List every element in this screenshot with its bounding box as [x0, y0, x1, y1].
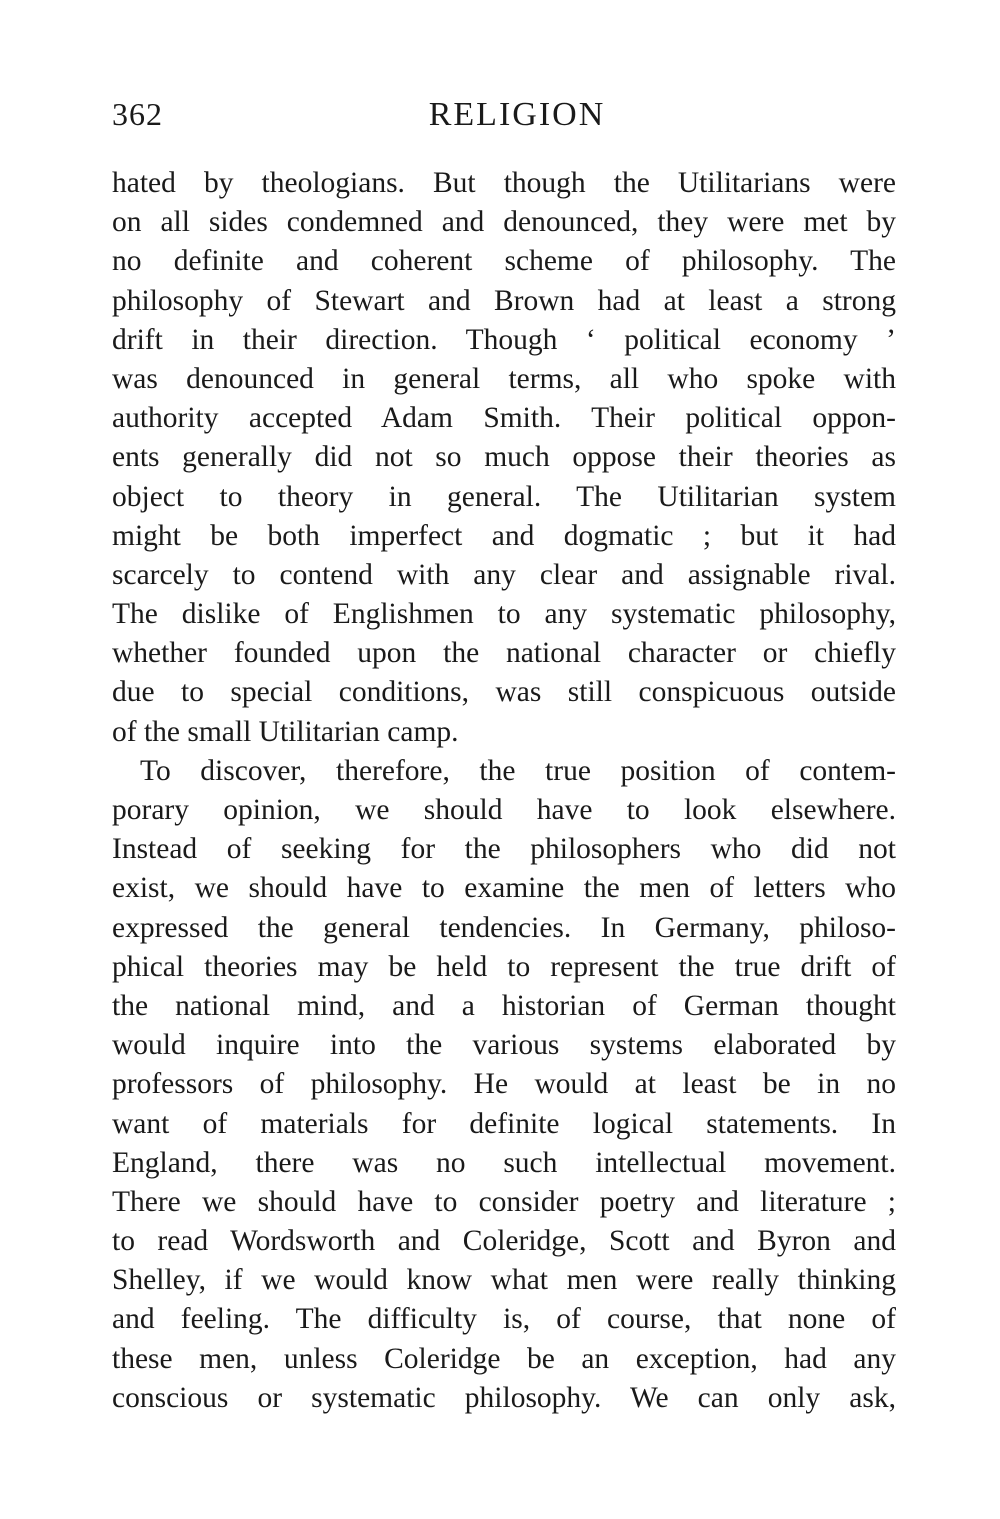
text-line: hated by theologians. But though the Utilitarians were	[112, 167, 896, 199]
paragraph-2	[112, 752, 896, 1418]
text-line: phical theories may be held to represent the true drift of	[112, 950, 896, 983]
page-number: 362	[112, 96, 163, 132]
text-line: exist, we should have to examine the men of letters who	[112, 872, 896, 905]
text-line: conscious or systematic philosophy. We can only ask,	[112, 1381, 896, 1414]
text-line: to read Wordsworth and Coleridge, Scott and Byron and	[112, 1225, 896, 1258]
text-line: no definite and coherent scheme of philosophy. The	[112, 245, 896, 278]
text-line: Instead of seeking for the philosophers who did not	[112, 833, 896, 866]
running-head	[110, 96, 896, 140]
text-line: and feeling. The difficulty is, of course, that none of	[112, 1303, 896, 1336]
text-line: on all sides condemned and denounced, they were met by	[112, 206, 896, 239]
text-line: drift in their direction. Though ‘ political economy ’	[112, 323, 896, 356]
text-line: these men, unless Coleridge be an exception, had any	[112, 1342, 896, 1375]
text-line: of the small Utilitarian camp.	[112, 715, 459, 748]
text-line: would inquire into the various systems elaborated by	[112, 1029, 896, 1062]
text-line: want of materials for definite logical statements. In	[112, 1107, 896, 1140]
paragraph-1	[112, 164, 896, 752]
text-line: ents generally did not so much oppose their theories as	[112, 441, 896, 474]
text-line: scarcely to contend with any clear and assignable rival.	[112, 558, 896, 591]
text-line: philosophy of Stewart and Brown had at least a strong	[112, 284, 896, 317]
text-line: expressed the general tendencies. In Germany, philoso-	[112, 911, 896, 944]
text-line: professors of philosophy. He would at least be in no	[112, 1068, 896, 1101]
text-line: To discover, therefore, the true position of contem-	[140, 754, 896, 787]
text-line: due to special conditions, was still conspicuous outside	[112, 676, 896, 709]
text-line: authority accepted Adam Smith. Their political oppon-	[112, 402, 896, 435]
text-line: There we should have to consider poetry and literature ;	[112, 1185, 896, 1218]
running-title: RELIGION	[428, 96, 606, 133]
text-line: porary opinion, we should have to look elsewhere.	[112, 794, 896, 826]
text-line: England, there was no such intellectual movement.	[112, 1146, 896, 1179]
body-text	[112, 164, 896, 1418]
text-line: was denounced in general terms, all who spoke with	[112, 362, 896, 395]
text-line: object to theory in general. The Utilitarian system	[112, 480, 896, 513]
text-line: The dislike of Englishmen to any systematic philosophy,	[112, 598, 896, 631]
text-line: Shelley, if we would know what men were really thinking	[112, 1264, 896, 1297]
text-line: whether founded upon the national character or chiefly	[112, 637, 896, 670]
text-line: might be both imperfect and dogmatic ; but it had	[112, 519, 896, 552]
text-line: the national mind, and a historian of German thought	[112, 989, 896, 1022]
